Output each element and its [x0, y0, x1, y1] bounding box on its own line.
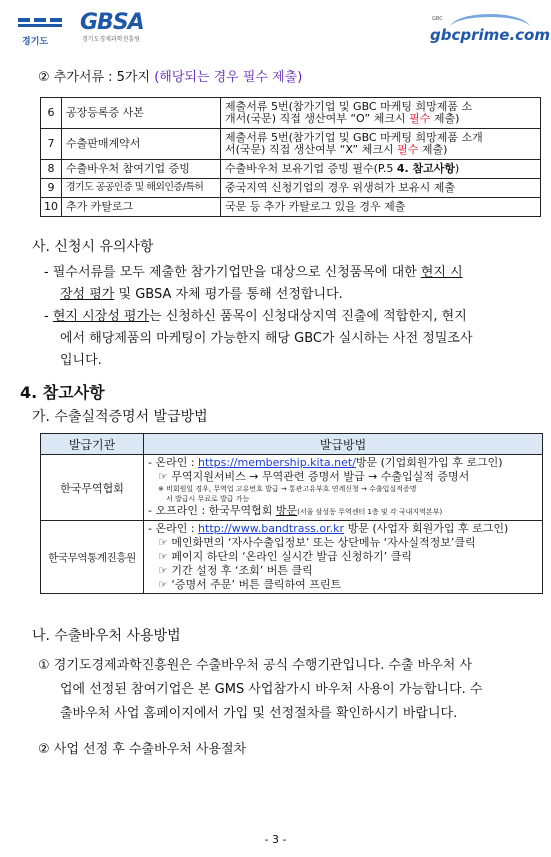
bandtrass-link[interactable]: http://www.bandtrass.or.kr [198, 522, 345, 535]
gyeonggi-logo-icon [18, 14, 74, 34]
title-highlight: (해당되는 경우 필수 제출) [154, 70, 303, 85]
logo-domain-text: gbcprime.com [430, 26, 550, 44]
precaution-line: 입니다. [60, 353, 102, 368]
table-row: 7 수출판매계약서 제출서류 5번(참가기업 및 GBC 마케팅 희망제품 소개 서(국문) 직접 생산여부 “X” 체크시 필수 제출) [41, 129, 541, 160]
table-row: 8 수출바우처 참여기업 증빙 수출바우처 보유기업 증빙 필수(P.5 4. 참고사항) [41, 160, 541, 179]
voucher-paragraph-line: 업에 선정된 참여기업은 본 GMS 사업참가시 바우처 사용이 가능합니다. 수 [60, 682, 483, 697]
table-row: 9 경기도 공공인증 및 해외인증/특허 중국지역 신청기업의 경우 위생허가 보유시 제출 [41, 179, 541, 198]
issuer-name: 한국무역협회 [41, 455, 144, 521]
logo-tiny-text: GBC [432, 16, 443, 22]
certificate-subheading: 가. 수출실적증명서 발급방법 [32, 409, 208, 425]
table-header-row [41, 434, 543, 455]
gbsa-logo [18, 12, 168, 46]
precaution-line: - 현지 시장성 평가는 신청하신 품목이 신청대상지역 진출에 적합한지, 현지 [44, 309, 467, 324]
precaution-line: - 필수서류를 모두 제출한 참가기업만을 대상으로 신청품목에 대한 현지 시 [44, 265, 463, 280]
column-header: 발급기관 [41, 434, 144, 455]
logo-sub-text: 경기도경제과학진흥원 [82, 36, 140, 43]
table-row: 한국무역협회 - 온라인 : https://membership.kita.net/방문 (기업회원가입 후 로그인) ☞ 무역지원서비스 → 무역관련 증명서 발급 → 수출입실적 증명서 ※ 비회원일 경우, 무역업 고유번호 발급 → 통관고유부호 연계신청 → 수출입실적증명 서 발급시 무료로 발급 가능 - 오프라인 : 한국무역협회 방문(서울 삼성동 무역센터 1층 및 각 국내지역본부) [41, 455, 543, 521]
voucher-heading: 나. 수출바우처 사용방법 [32, 628, 181, 644]
precautions-heading: 사. 신청시 유의사항 [32, 239, 154, 255]
column-header: 발급방법 [144, 434, 543, 455]
precaution-line: 에서 해당제품의 마케팅이 가능한지 해당 GBC가 실시하는 사전 정밀조사 [60, 331, 473, 346]
precaution-line: 장성 평가 및 GBSA 자체 평가를 통해 선정합니다. [60, 287, 343, 302]
voucher-paragraph-line: 출바우처 사업 홈페이지에서 가입 및 선정절차를 확인하시기 바랍니다. [60, 706, 458, 721]
certificate-table [40, 433, 543, 594]
voucher-paragraph-line: ① 경기도경제과학진흥원은 수출바우처 공식 수행기관입니다. 수출 바우처 사 [38, 658, 473, 673]
additional-docs-table [40, 97, 541, 217]
voucher-procedure-title: ② 사업 선정 후 수출바우처 사용절차 [38, 742, 247, 757]
additional-docs-title: ② 추가서류 : 5가지 (해당되는 경우 필수 제출) [38, 70, 303, 85]
logo-brand-text: GBSA [80, 10, 144, 35]
gbcprime-logo [420, 12, 550, 48]
kita-link[interactable]: https://membership.kita.net/ [198, 456, 356, 469]
table-row: 한국무역통계진흥원 - 온라인 : http://www.bandtrass.or.kr 방문 (사업자 회원가입 후 로그인) ☞ 메인화면의 ‘자사수출입정보’ 또는 상단메뉴 ‘자사실적정보’클릭 ☞ 페이지 하단의 ‘온라인 실시간 발급 신청하기’ 클릭 ☞ 기간 설정 후 ‘조회’ 버튼 클릭 ☞ ‘증명서 주문’ 버튼 클릭하여 프린트 [41, 521, 543, 594]
issuer-name: 한국무역통계진흥원 [41, 521, 144, 594]
table-row: 10 추가 카탈로그 국문 등 추가 카탈로그 있을 경우 제출 [41, 198, 541, 217]
table-row: 6 공장등록증 사본 제출서류 5번(참가기업 및 GBC 마케팅 희망제품 소 개서(국문) 직접 생산여부 “O” 체크시 필수 제출) [41, 98, 541, 129]
reference-heading: 4. 참고사항 [20, 383, 105, 402]
page-number: - 3 - [264, 833, 287, 846]
logo-city-text: 경기도 [22, 37, 49, 47]
